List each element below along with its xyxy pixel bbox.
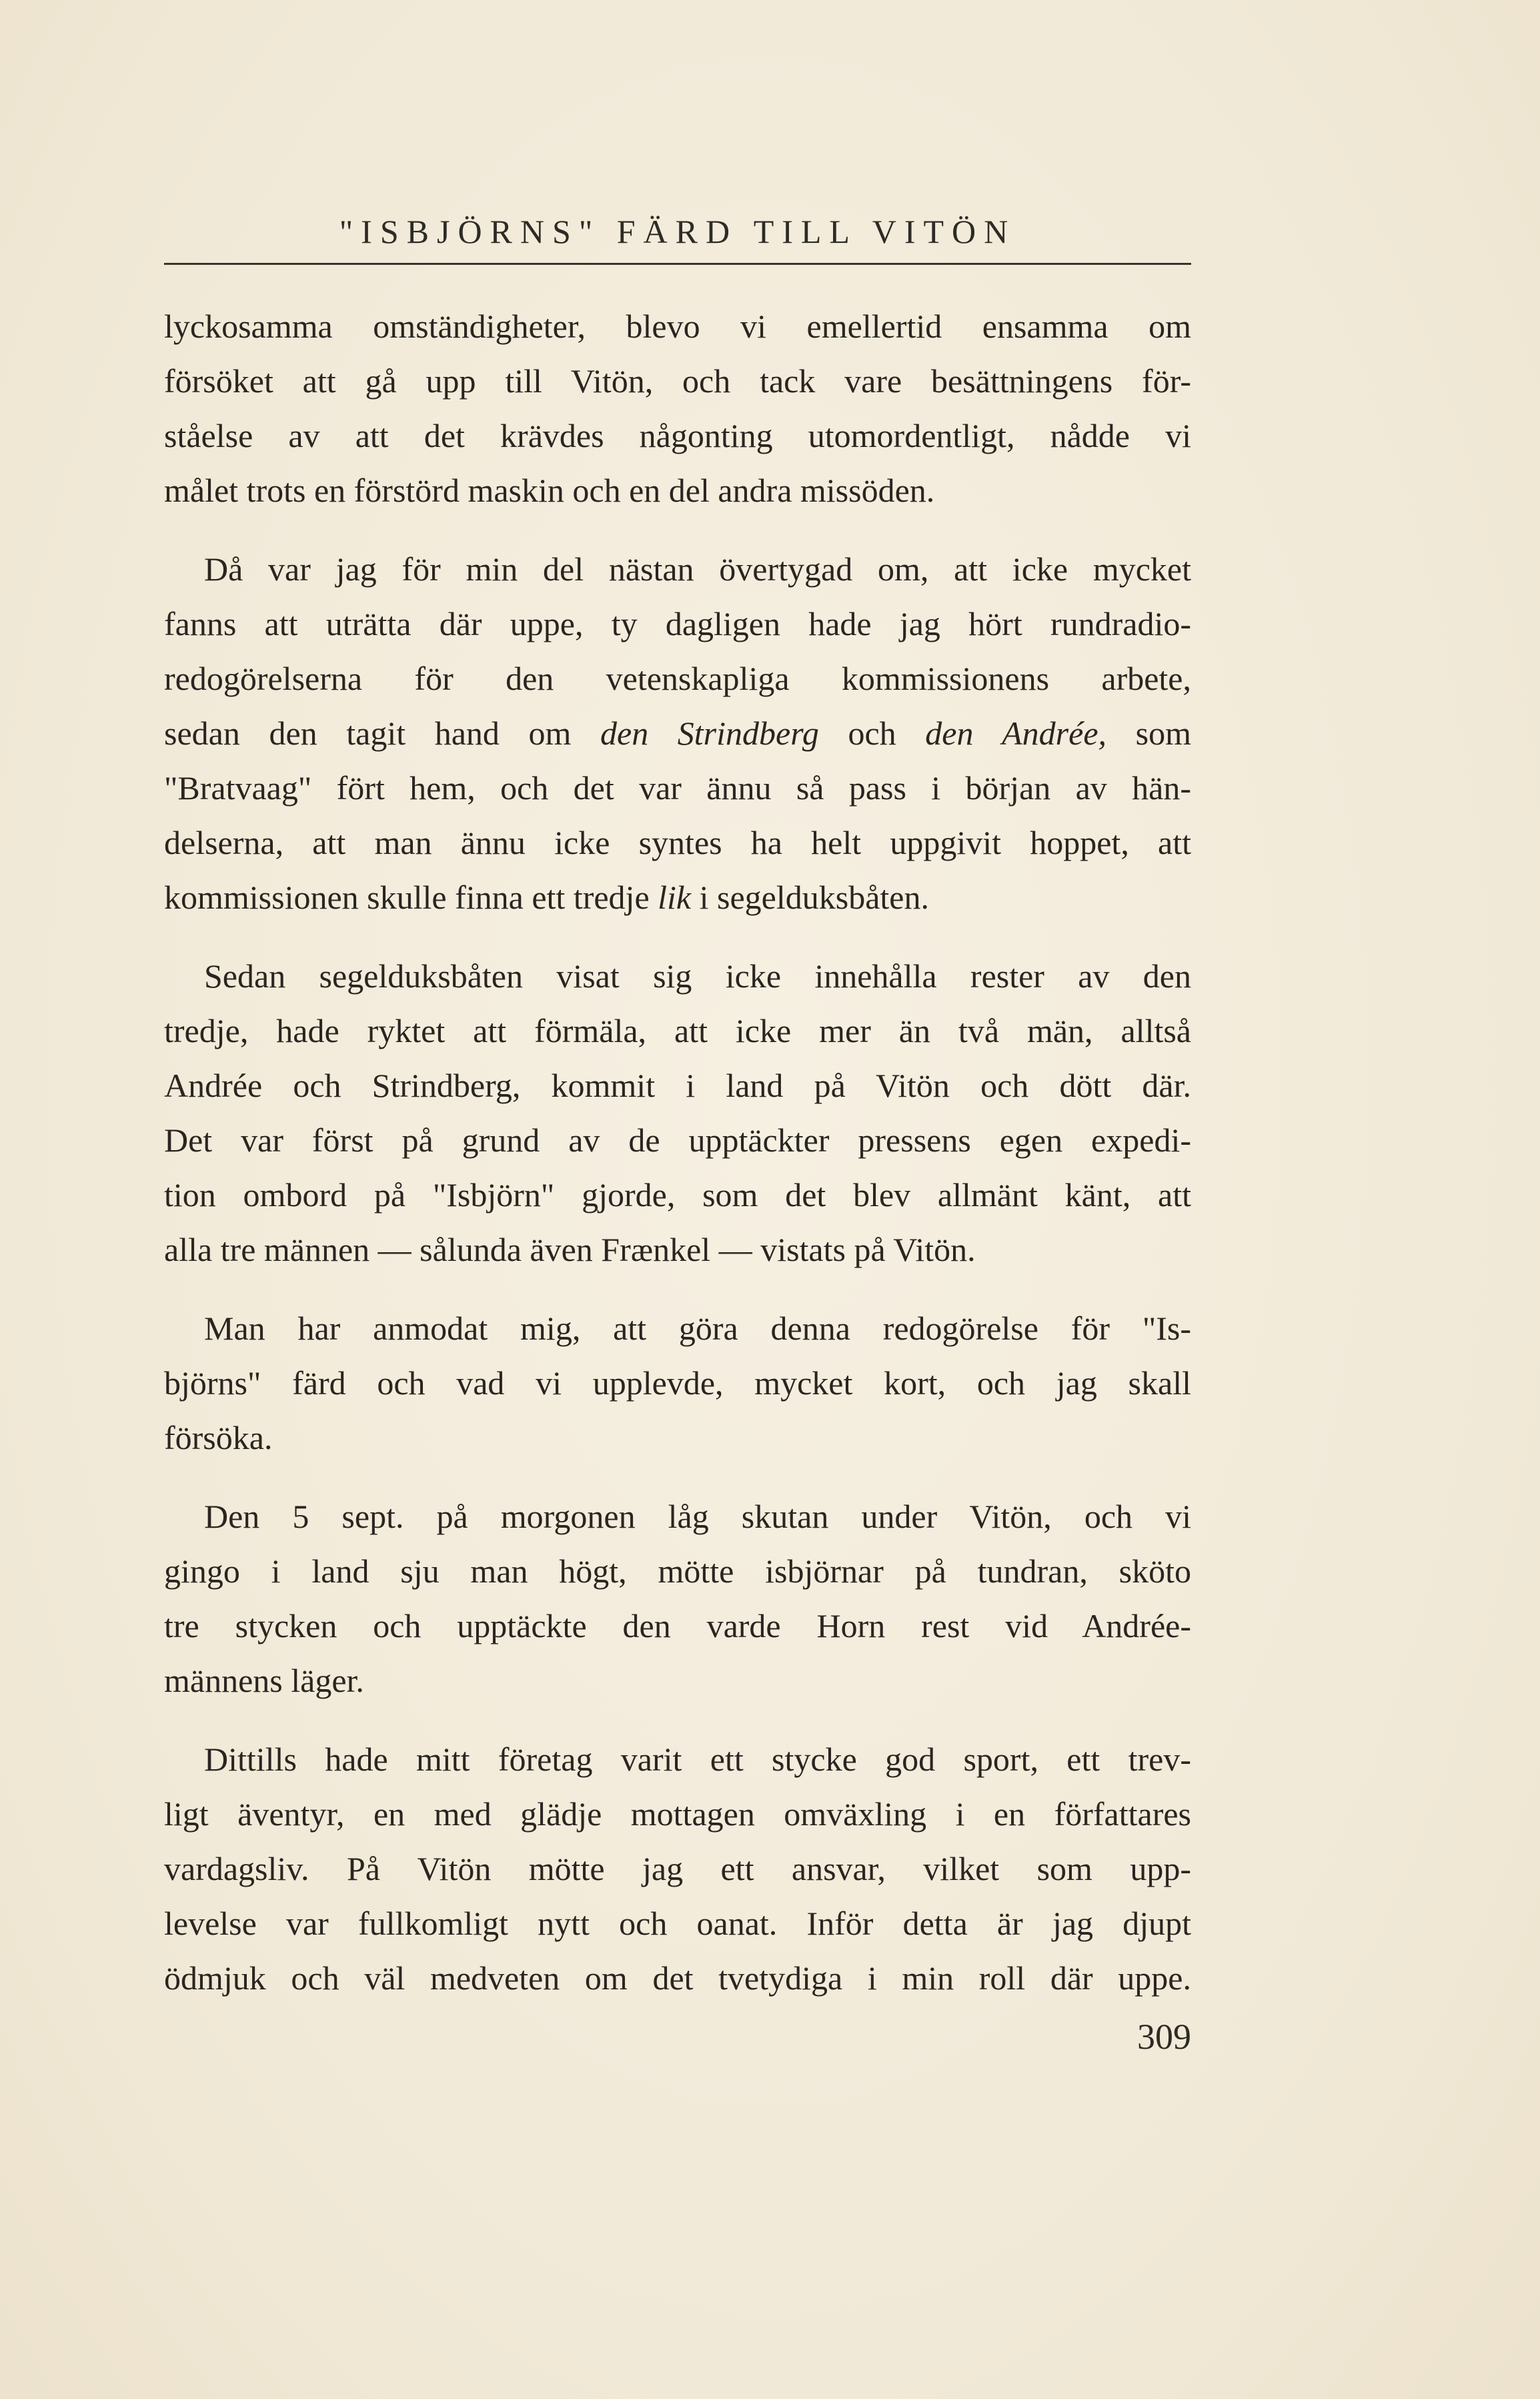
text-line: Då var jag för min del nästan övertygad om, att icke mycket xyxy=(204,550,1191,588)
text-line: Det var först på grund av de upptäckter pressens egen expedi- xyxy=(164,1121,1191,1159)
text-line: männens läger. xyxy=(164,1662,364,1699)
text-line: Man har anmodat mig, att göra denna redogörelse för "Is- xyxy=(204,1310,1191,1347)
text-line: Den 5 sept. på morgonen låg skutan under Vitön, och vi xyxy=(204,1498,1191,1535)
text-line: vardagsliv. På Vitön mötte jag ett ansvar, vilket som upp- xyxy=(164,1850,1191,1887)
text-line: gingo i land sju man högt, mötte isbjörnar på tundran, sköto xyxy=(164,1552,1191,1590)
text-line: sedan den tagit hand om den Strindberg och den Andrée, som xyxy=(164,714,1191,752)
header-rule xyxy=(164,263,1191,265)
text-line: ödmjuk och väl medveten om det tvetydiga i min roll där uppe. xyxy=(164,1959,1191,1997)
paragraph xyxy=(164,542,1191,925)
text-line: Dittills hade mitt företag varit ett stycke god sport, ett trev- xyxy=(204,1741,1191,1778)
page-number: 309 xyxy=(1137,2017,1191,2057)
text-line: ligt äventyr, en med glädje mottagen omväxling i en författares xyxy=(164,1795,1191,1833)
paragraph xyxy=(164,1732,1191,2005)
text-line: tre stycken och upptäckte den varde Horn rest vid Andrée- xyxy=(164,1607,1191,1644)
text-line: delserna, att man ännu icke syntes ha helt uppgivit hoppet, att xyxy=(164,824,1191,861)
text-line: Sedan segelduksbåten visat sig icke innehålla rester av den xyxy=(204,957,1191,995)
text-line: Andrée och Strindberg, kommit i land på Vitön och dött där. xyxy=(164,1067,1191,1104)
text-line: tredje, hade ryktet att förmäla, att icke mer än två män, alltså xyxy=(164,1012,1191,1049)
text-line: fanns att uträtta där uppe, ty dagligen hade jag hört rundradio- xyxy=(164,605,1191,642)
text-line: försöket att gå upp till Vitön, och tack vare besättningens för- xyxy=(164,362,1191,400)
paragraph xyxy=(164,949,1191,1277)
text-line: målet trots en förstörd maskin och en del andra missöden. xyxy=(164,472,935,509)
text-line: alla tre männen — sålunda även Frænkel — vistats på Vitön. xyxy=(164,1231,976,1268)
text-line: kommissionen skulle finna ett tredje lik i segelduksbåten. xyxy=(164,879,929,916)
text-line: lyckosamma omständigheter, blevo vi emellertid ensamma om xyxy=(164,308,1191,345)
text-line: försöka. xyxy=(164,1419,273,1456)
running-head: "ISBJÖRNS" FÄRD TILL VITÖN xyxy=(339,213,1016,250)
paragraph xyxy=(164,1301,1191,1465)
text-line: "Bratvaag" fört hem, och det var ännu så pass i början av hän- xyxy=(164,769,1191,807)
paragraph xyxy=(164,1489,1191,1708)
text-line: ståelse av att det krävdes någonting utomordentligt, nådde vi xyxy=(164,417,1191,454)
body-text xyxy=(164,299,1191,2005)
text-line: tion ombord på "Isbjörn" gjorde, som det blev allmänt känt, att xyxy=(164,1176,1191,1214)
text-line: björns" färd och vad vi upplevde, mycket kort, och jag skall xyxy=(164,1364,1191,1402)
text-line: levelse var fullkomligt nytt och oanat. Inför detta är jag djupt xyxy=(164,1905,1191,1942)
paragraph xyxy=(164,299,1191,518)
text-line: redogörelserna för den vetenskapliga kommissionens arbete, xyxy=(164,660,1191,697)
